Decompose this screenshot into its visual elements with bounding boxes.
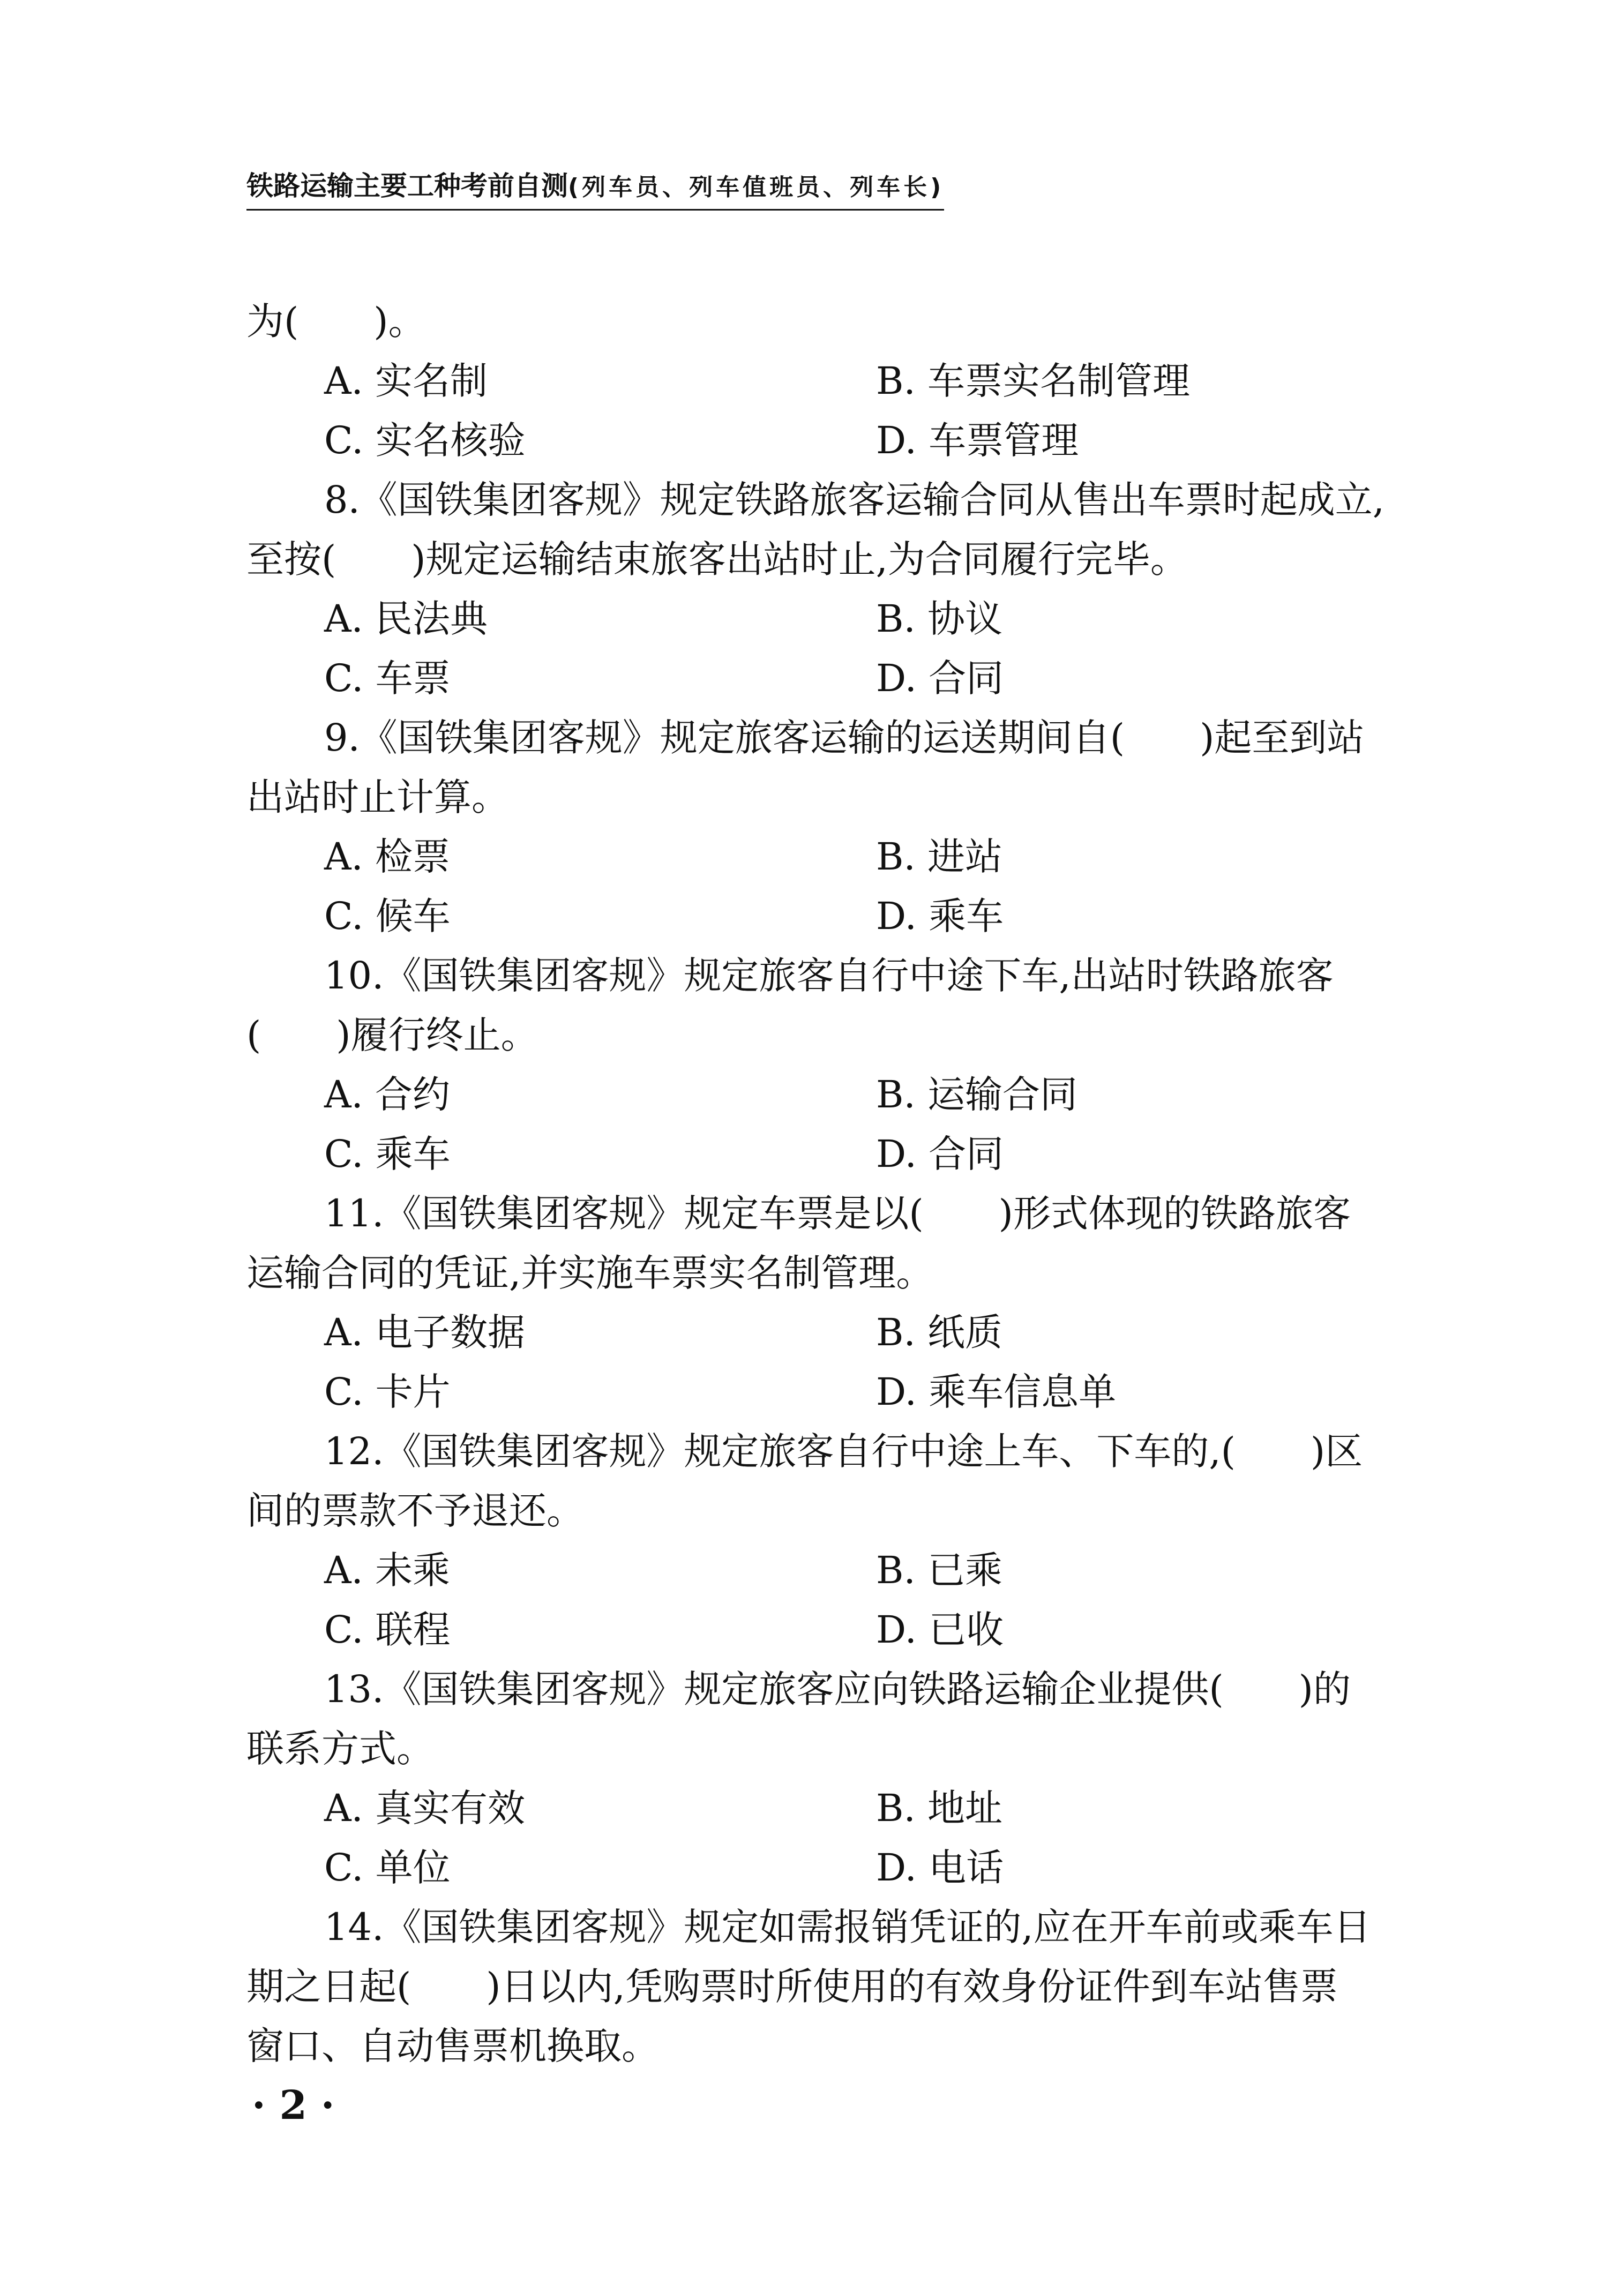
- answer-option: A. 合约: [324, 1073, 451, 1116]
- answer-option: A. 检票: [324, 835, 451, 879]
- question-block: [246, 1184, 1431, 1422]
- running-head: [246, 169, 944, 211]
- answer-option: C. 卡片: [324, 1370, 451, 1414]
- question-text-line: 窗口、自动售票机换取。: [246, 2024, 659, 2068]
- question-text-line: 间的票款不予退还。: [246, 1489, 584, 1533]
- question-text-line: 8.《国铁集团客规》规定铁路旅客运输合同从售出车票时起成立,: [324, 478, 1385, 522]
- question-block: [246, 470, 1431, 708]
- question-block: [246, 292, 1431, 470]
- question-list: [246, 292, 1431, 2076]
- answer-option: D. 乘车信息单: [876, 1370, 1117, 1414]
- option-row: [246, 589, 1431, 649]
- question-text-line: 运输合同的凭证,并实施车票实名制管理。: [246, 1251, 934, 1295]
- page-number: · 2 ·: [252, 2082, 335, 2129]
- question-block: [246, 1898, 1431, 2076]
- question-block: [246, 708, 1431, 946]
- book-subtitle: (列车员、列车值班员、列车长): [568, 174, 945, 201]
- answer-option: A. 电子数据: [324, 1310, 526, 1354]
- option-row: [246, 1362, 1431, 1422]
- answer-option: B. 纸质: [876, 1310, 1002, 1354]
- question-text-line: 13.《国铁集团客规》规定旅客应向铁路运输企业提供( )的: [324, 1667, 1351, 1711]
- question-block: [246, 1660, 1431, 1898]
- answer-option: D. 合同: [876, 656, 1004, 700]
- answer-option: C. 联程: [324, 1608, 451, 1652]
- answer-option: A. 民法典: [324, 597, 488, 641]
- option-row: [246, 351, 1431, 411]
- option-row: [246, 649, 1431, 708]
- question-text-line: 为( )。: [246, 299, 426, 343]
- answer-option: C. 车票: [324, 656, 451, 700]
- answer-option: B. 进站: [876, 835, 1002, 879]
- question-text-line: ( )履行终止。: [246, 1013, 538, 1057]
- answer-option: C. 乘车: [324, 1132, 451, 1176]
- answer-option: A. 实名制: [324, 359, 488, 403]
- question-text-line: 9.《国铁集团客规》规定旅客运输的运送期间自( )起至到站: [324, 716, 1365, 760]
- answer-option: A. 未乘: [324, 1548, 451, 1592]
- question-text-line: 出站时止计算。: [246, 775, 509, 819]
- question-text-line: 14.《国铁集团客规》规定如需报销凭证的,应在开车前或乘车日: [324, 1905, 1371, 1949]
- question-text-line: 期之日起( )日以内,凭购票时所使用的有效身份证件到车站售票: [246, 1965, 1338, 2009]
- question-block: [246, 1422, 1431, 1660]
- question-text-line: 联系方式。: [246, 1727, 434, 1771]
- answer-option: B. 协议: [876, 597, 1002, 641]
- answer-option: C. 候车: [324, 894, 451, 938]
- answer-option: D. 已收: [876, 1608, 1004, 1652]
- option-row: [246, 1541, 1431, 1600]
- option-row: [246, 1065, 1431, 1125]
- option-row: [246, 1303, 1431, 1362]
- answer-option: B. 车票实名制管理: [876, 359, 1190, 403]
- option-row: [246, 411, 1431, 470]
- option-row: [246, 1600, 1431, 1660]
- answer-option: B. 地址: [876, 1786, 1002, 1830]
- option-row: [246, 827, 1431, 887]
- answer-option: B. 运输合同: [876, 1073, 1077, 1116]
- answer-option: B. 已乘: [876, 1548, 1002, 1592]
- question-text-line: 12.《国铁集团客规》规定旅客自行中途上车、下车的,( )区: [324, 1429, 1363, 1473]
- option-row: [246, 1838, 1431, 1898]
- answer-option: D. 电话: [876, 1846, 1004, 1890]
- book-title: 铁路运输主要工种考前自测: [246, 170, 568, 201]
- question-text-line: 至按( )规定运输结束旅客出站时止,为合同履行完毕。: [246, 537, 1188, 581]
- question-text-line: 11.《国铁集团客规》规定车票是以( )形式体现的铁路旅客: [324, 1192, 1351, 1235]
- option-row: [246, 887, 1431, 946]
- answer-option: D. 乘车: [876, 894, 1004, 938]
- answer-option: C. 单位: [324, 1846, 451, 1890]
- answer-option: D. 合同: [876, 1132, 1004, 1176]
- option-row: [246, 1779, 1431, 1838]
- option-row: [246, 1125, 1431, 1184]
- question-block: [246, 946, 1431, 1184]
- answer-option: C. 实名核验: [324, 418, 526, 462]
- answer-option: D. 车票管理: [876, 418, 1079, 462]
- answer-option: A. 真实有效: [324, 1786, 526, 1830]
- question-text-line: 10.《国铁集团客规》规定旅客自行中途下车,出站时铁路旅客: [324, 954, 1334, 998]
